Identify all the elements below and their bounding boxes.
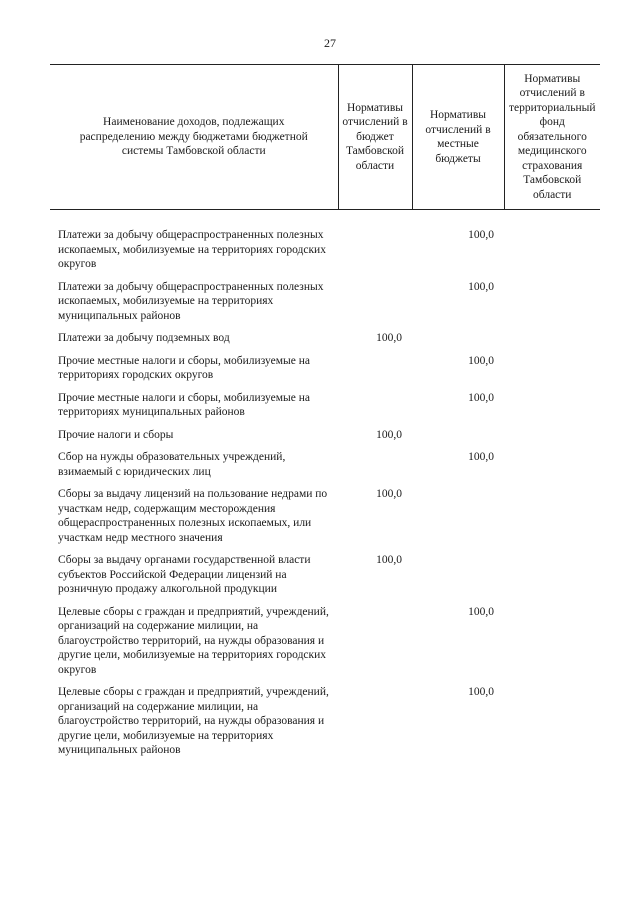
table-row bbox=[50, 352, 600, 389]
row-local-value: 100,0 bbox=[468, 280, 494, 293]
row-fund-value bbox=[504, 426, 600, 449]
row-regional-value: 100,0 bbox=[376, 428, 402, 441]
row-local-value bbox=[412, 485, 504, 551]
row-income-name: Прочие налоги и сборы bbox=[58, 428, 174, 441]
row-fund-value bbox=[504, 278, 600, 330]
row-income-name: Платежи за добычу общераспространенных полезных ископаемых, мобилизуемые на территориях муниципальных районов bbox=[58, 280, 324, 322]
row-regional-value bbox=[338, 352, 412, 389]
row-fund-value bbox=[504, 683, 600, 764]
row-income-name: Целевые сборы с граждан и предприятий, учреждений, организаций на содержание милиции, на благоустройство территорий, на нужды образования и другие цели, мобилизуемые на территориях городских округов bbox=[58, 605, 329, 676]
row-income-name: Платежи за добычу общераспространенных полезных ископаемых, мобилизуемые на территориях городских округов bbox=[58, 229, 326, 270]
row-regional-value bbox=[338, 448, 412, 485]
spacer-cell bbox=[50, 210, 600, 227]
table-row bbox=[50, 485, 600, 551]
row-fund-value bbox=[504, 448, 600, 485]
header-medical-fund: Нормативы отчислений в территориальный фонд обязательного медицинского страхования Тамбовской области bbox=[504, 65, 600, 210]
row-fund-value bbox=[504, 352, 600, 389]
normatives-table bbox=[50, 64, 600, 764]
table-row bbox=[50, 426, 600, 449]
row-income-name: Прочие местные налоги и сборы, мобилизуемые на территориях городских округов bbox=[58, 354, 310, 381]
row-local-value bbox=[412, 426, 504, 449]
row-fund-value bbox=[504, 389, 600, 426]
row-fund-value bbox=[504, 226, 600, 278]
page-number: 27 bbox=[324, 36, 336, 50]
table-row bbox=[50, 329, 600, 352]
row-local-value: 100,0 bbox=[468, 391, 494, 404]
row-regional-value: 100,0 bbox=[376, 488, 402, 500]
row-regional-value bbox=[338, 278, 412, 330]
row-local-value: 100,0 bbox=[468, 354, 494, 367]
row-local-value: 100,0 bbox=[468, 686, 494, 698]
row-income-name: Целевые сборы с граждан и предприятий, учреждений, организаций на содержание милиции, на благоустройство территорий, на нужды образования и другие цели, мобилизуемые на территориях муниципальных районов bbox=[58, 686, 329, 756]
row-local-value bbox=[412, 551, 504, 603]
row-income-name: Платежи за добычу подземных вод bbox=[58, 332, 230, 344]
row-local-value: 100,0 bbox=[468, 229, 494, 241]
row-regional-value bbox=[338, 683, 412, 764]
row-regional-value bbox=[338, 603, 412, 684]
table-header-row bbox=[50, 65, 600, 210]
row-income-name: Сборы за выдачу лицензий на пользование недрами по участкам недр, содержащим месторождения общераспространенных полезных ископаемых, или участкам недр местного значения bbox=[58, 488, 328, 544]
row-local-value bbox=[412, 329, 504, 352]
row-fund-value bbox=[504, 603, 600, 684]
row-fund-value bbox=[504, 485, 600, 551]
row-income-name: Сборы за выдачу органами государственной власти субъектов Российской Федерации лицензий на розничную продажу алкогольной продукции bbox=[58, 554, 311, 595]
header-local-budgets: Нормативы отчислений в местные бюджеты bbox=[412, 65, 504, 210]
table-row bbox=[50, 278, 600, 330]
header-income-name: Наименование доходов, подлежащих распределению между бюджетами бюджетной системы Тамбовской области bbox=[50, 65, 338, 210]
row-local-value: 100,0 bbox=[468, 451, 494, 463]
header-regional-budget: Нормативы отчислений в бюджет Тамбовской области bbox=[338, 65, 412, 210]
row-fund-value bbox=[504, 551, 600, 603]
row-regional-value bbox=[338, 389, 412, 426]
table-row bbox=[50, 389, 600, 426]
table-row bbox=[50, 603, 600, 684]
row-regional-value bbox=[338, 226, 412, 278]
table-row bbox=[50, 448, 600, 485]
spacer-row bbox=[50, 210, 600, 227]
table-body bbox=[50, 210, 600, 764]
row-income-name: Сбор на нужды образовательных учреждений, взимаемый с юридических лиц bbox=[58, 451, 286, 478]
row-regional-value: 100,0 bbox=[376, 332, 402, 344]
table-row bbox=[50, 226, 600, 278]
row-regional-value: 100,0 bbox=[376, 554, 402, 566]
row-fund-value bbox=[504, 329, 600, 352]
row-local-value: 100,0 bbox=[468, 605, 494, 618]
table-row bbox=[50, 683, 600, 764]
table-row bbox=[50, 551, 600, 603]
row-income-name: Прочие местные налоги и сборы, мобилизуемые на территориях муниципальных районов bbox=[58, 391, 310, 418]
